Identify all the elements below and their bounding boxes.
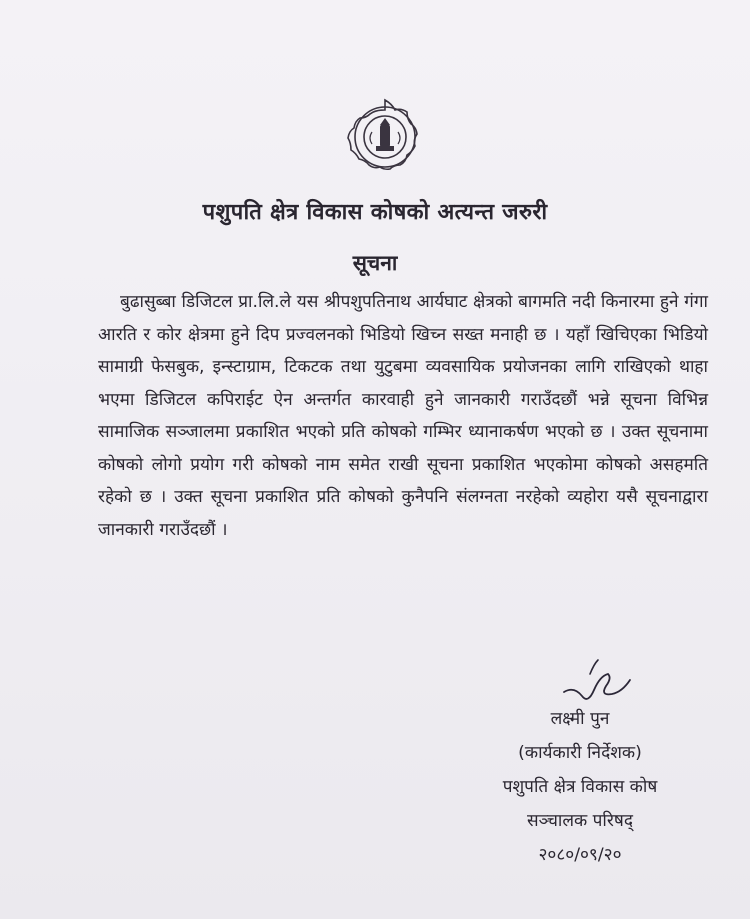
organization-logo [342,94,428,180]
signatory-council: सञ्चालक परिषद् [527,811,633,831]
signature-block [450,702,710,872]
notice-subtitle: सूचना [352,251,398,275]
notice-body: बुढासुब्बा डिजिटल प्रा.लि.ले यस श्रीपशुपतिनाथ आर्यघाट क्षेत्रको बागमति नदी किनारमा हुने गंगा आरति र कोर क्षेत्रमा हुने दिप प्रज्वलनको भिडियो खिच्न सख्त मनाही छ । यहाँ खिचिएका भिडियो सामाग्री फेसबुक, इन्स्टाग्राम, टिकटक तथा युटुबमा व्यवसायिक प्रयोजनका लागि राखिएको थाहा भएमा डिजिटल कपिराईट ऐन अन्तर्गत कारवाही हुने जानकारी गराउँदछौं भन्ने सूचना विभिन्न सामाजिक सञ्जालमा प्रकाशित भएको प्रति कोषको गम्भिर ध्यानाकर्षण भएको छ । उक्त सूचनामा कोषको लोगो प्रयोग गरी कोषको नाम समेत राखी सूचना प्रकाशित भएकोमा कोषको असहमति रहेको छ । उक्त सूचना प्रकाशित प्रति कोषको कुनैपनि संलग्नता नरहेको व्यहोरा यसै सूचनाद्वारा जानकारी गराउँदछौं । [98,292,708,540]
signatory-name: लक्ष्मी पुन [550,709,610,729]
signatory-organization: पशुपति क्षेत्र विकास कोष [502,777,658,797]
notice-date: २०८०/०९/२० [538,845,622,865]
notice-title: पशुपति क्षेत्र विकास कोषको अत्यन्त जरुरी [202,200,548,225]
signatory-designation: (कार्यकारी निर्देशक) [518,743,642,763]
